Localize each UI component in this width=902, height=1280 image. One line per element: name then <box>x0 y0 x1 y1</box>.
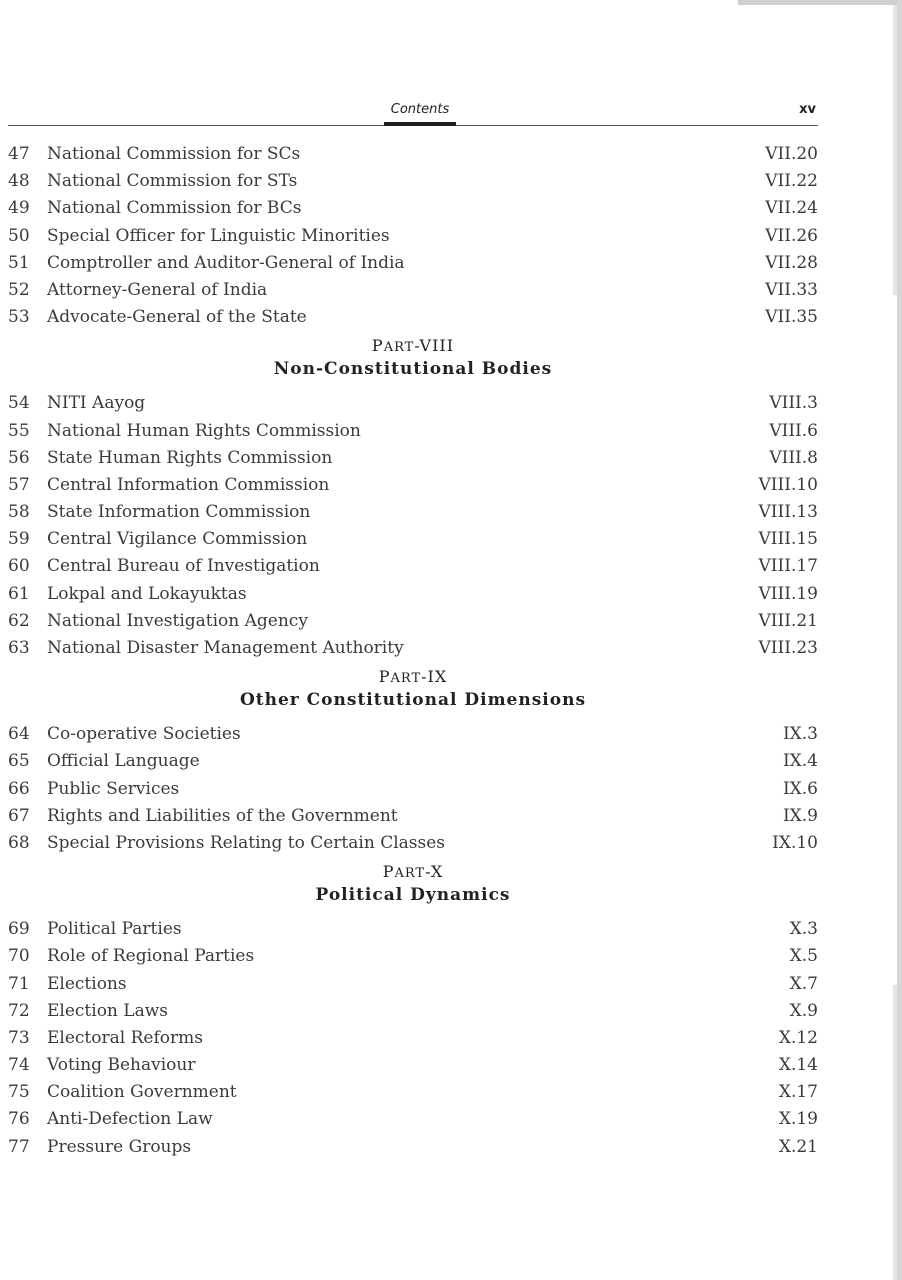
chapter-title: Central Vigilance Commission <box>47 529 308 550</box>
toc-entry <box>8 803 818 830</box>
chapter-number: 57 <box>8 474 30 495</box>
chapter-number: 51 <box>8 252 30 273</box>
part-label-initial: P <box>382 862 395 882</box>
chapter-number: 60 <box>8 556 30 577</box>
chapter-number: 48 <box>8 171 30 192</box>
page-reference: IX.4 <box>782 751 818 772</box>
header-rule-accent <box>384 122 456 126</box>
toc-entry <box>8 390 818 417</box>
toc-entry <box>8 971 818 998</box>
page-reference: VII.28 <box>765 252 818 273</box>
toc-entry <box>8 472 818 499</box>
chapter-number: 56 <box>8 447 30 468</box>
page-reference: VII.22 <box>765 171 818 192</box>
chapter-number: 68 <box>8 832 30 853</box>
chapter-title: Advocate-General of the State <box>47 307 307 328</box>
page-reference: X.17 <box>778 1082 818 1103</box>
chapter-title: Central Bureau of Investigation <box>47 556 320 577</box>
chapter-number: 49 <box>8 198 30 219</box>
chapter-number: 62 <box>8 610 30 631</box>
chapter-number: 55 <box>8 420 30 441</box>
part-label-number: -X <box>425 862 444 882</box>
page-reference: VII.33 <box>765 279 818 300</box>
running-header <box>8 100 818 126</box>
chapter-title: Electoral Reforms <box>47 1027 203 1048</box>
page-edge-top <box>738 0 902 5</box>
toc-entry <box>8 830 818 857</box>
page-reference: IX.3 <box>782 724 818 745</box>
toc-entry <box>8 553 818 580</box>
chapter-title: National Disaster Management Authority <box>47 638 404 658</box>
chapter-title: Political Parties <box>47 919 182 940</box>
chapter-number: 72 <box>8 1000 30 1021</box>
chapter-number: 59 <box>8 529 30 550</box>
chapter-number: 76 <box>8 1109 30 1130</box>
toc-entry <box>8 526 818 553</box>
toc-entry <box>8 277 818 304</box>
chapter-number: 73 <box>8 1027 30 1048</box>
chapter-title: National Commission for STs <box>47 171 298 192</box>
chapter-number: 50 <box>8 225 30 246</box>
toc-entry <box>8 916 818 943</box>
part-label-smallcaps: ART <box>390 671 422 687</box>
toc-entry <box>8 635 818 662</box>
chapter-title: National Commission for BCs <box>47 198 302 219</box>
part-title: Other Constitutional Dimensions <box>239 690 587 711</box>
chapter-number: 63 <box>8 638 30 658</box>
page-reference: VIII.8 <box>769 447 818 468</box>
page-reference: VIII.3 <box>769 393 818 414</box>
part-heading <box>8 331 818 390</box>
chapter-title: Lokpal and Lokayuktas <box>47 583 247 604</box>
toc-entry <box>8 998 818 1025</box>
page-reference: IX.6 <box>782 778 818 799</box>
toc-entry <box>8 445 818 472</box>
part-heading <box>8 857 818 916</box>
chapter-number: 70 <box>8 946 30 967</box>
chapter-number: 53 <box>8 307 30 328</box>
toc-entry <box>8 250 818 277</box>
page-reference: X.12 <box>778 1027 818 1048</box>
chapter-title: National Commission for SCs <box>47 144 301 164</box>
part-label-initial: P <box>371 336 384 356</box>
toc-entry <box>8 943 818 970</box>
chapter-number: 67 <box>8 805 30 826</box>
toc-entry <box>8 418 818 445</box>
chapter-number: 75 <box>8 1082 30 1103</box>
chapter-title: Central Information Commission <box>47 474 330 495</box>
page-reference: VII.26 <box>765 225 818 246</box>
table-of-contents <box>8 141 818 1161</box>
chapter-title: Anti-Defection Law <box>47 1109 213 1130</box>
page-reference: X.5 <box>789 946 818 967</box>
chapter-title: Elections <box>47 973 127 994</box>
chapter-title: Attorney-General of India <box>47 279 268 300</box>
toc-entry <box>8 581 818 608</box>
toc-entry <box>8 499 818 526</box>
toc-entry <box>8 1079 818 1106</box>
part-label-number: -IX <box>421 667 448 687</box>
toc-entry <box>8 1025 818 1052</box>
chapter-title: Voting Behaviour <box>47 1055 196 1076</box>
chapter-title: Co-operative Societies <box>47 724 241 745</box>
chapter-title: Official Language <box>47 751 200 772</box>
toc-entry <box>8 304 818 331</box>
page-reference: VIII.10 <box>758 474 818 495</box>
chapter-number: 54 <box>8 393 30 414</box>
page-reference: X.21 <box>778 1136 818 1157</box>
chapter-number: 47 <box>8 144 30 164</box>
chapter-number: 52 <box>8 279 30 300</box>
chapter-title: Pressure Groups <box>47 1136 192 1157</box>
chapter-title: NITI Aayog <box>47 393 146 414</box>
page-reference: X.14 <box>778 1055 818 1076</box>
page-reference: VIII.21 <box>758 610 818 631</box>
toc-entry <box>8 608 818 635</box>
page-reference: VIII.15 <box>758 529 818 550</box>
page-edge-shadow-lower <box>893 985 897 1280</box>
part-label-initial: P <box>378 667 391 687</box>
chapter-title: Comptroller and Auditor-General of India <box>47 252 405 273</box>
page-reference: IX.10 <box>772 832 818 853</box>
toc-entry <box>8 141 818 168</box>
page-reference: VIII.13 <box>758 502 818 523</box>
chapter-number: 58 <box>8 502 30 523</box>
page-edge-right <box>897 0 902 1280</box>
chapter-title: National Human Rights Commission <box>47 420 361 441</box>
part-label-smallcaps: ART <box>383 340 415 356</box>
toc-entry <box>8 776 818 803</box>
toc-entry <box>8 195 818 222</box>
page-reference: VIII.19 <box>758 583 818 604</box>
chapter-title: Election Laws <box>47 1000 168 1021</box>
page-reference: VII.24 <box>765 198 818 219</box>
chapter-number: 64 <box>8 724 30 745</box>
part-heading <box>8 662 818 721</box>
chapter-title: Public Services <box>47 778 180 799</box>
page-reference: VIII.6 <box>769 420 818 441</box>
part-label <box>8 857 818 884</box>
chapter-title: State Information Commission <box>47 502 311 523</box>
chapter-title: Coalition Government <box>47 1082 237 1103</box>
header-page-number: xv <box>799 102 816 117</box>
chapter-number: 74 <box>8 1055 30 1076</box>
chapter-number: 61 <box>8 583 30 604</box>
page-reference: VII.20 <box>765 144 818 164</box>
page-edge-shadow-upper <box>893 5 897 295</box>
toc-entry <box>8 223 818 250</box>
page-reference: IX.9 <box>782 805 818 826</box>
part-label-number: -VIII <box>414 336 455 356</box>
chapter-number: 65 <box>8 751 30 772</box>
page-reference: VII.35 <box>765 307 818 328</box>
chapter-title: Special Officer for Linguistic Minorities <box>47 225 390 246</box>
header-title: Contents <box>390 102 450 117</box>
part-label-smallcaps: ART <box>394 866 426 882</box>
page-reference: X.19 <box>778 1109 818 1130</box>
chapter-title: Special Provisions Relating to Certain Classes <box>47 832 446 853</box>
chapter-number: 66 <box>8 778 30 799</box>
page-reference: X.9 <box>789 1000 818 1021</box>
toc-entry <box>8 721 818 748</box>
page-reference: VIII.23 <box>758 638 818 658</box>
chapter-number: 69 <box>8 919 30 940</box>
chapter-title: National Investigation Agency <box>47 610 308 631</box>
page-reference: X.3 <box>789 919 818 940</box>
toc-entry <box>8 748 818 775</box>
page-reference: VIII.17 <box>758 556 818 577</box>
part-title: Non-Constitutional Bodies <box>273 359 553 380</box>
part-label <box>8 662 818 689</box>
toc-entry <box>8 1134 818 1161</box>
chapter-title: Rights and Liabilities of the Government <box>47 805 398 826</box>
toc-entry <box>8 168 818 195</box>
chapter-title: State Human Rights Commission <box>47 447 333 468</box>
part-title: Political Dynamics <box>315 885 511 906</box>
toc-entry <box>8 1106 818 1133</box>
page-reference: X.7 <box>789 973 818 994</box>
toc-entry <box>8 1052 818 1079</box>
chapter-title: Role of Regional Parties <box>47 946 255 967</box>
part-label <box>8 331 818 358</box>
chapter-number: 77 <box>8 1136 30 1157</box>
chapter-number: 71 <box>8 973 30 994</box>
